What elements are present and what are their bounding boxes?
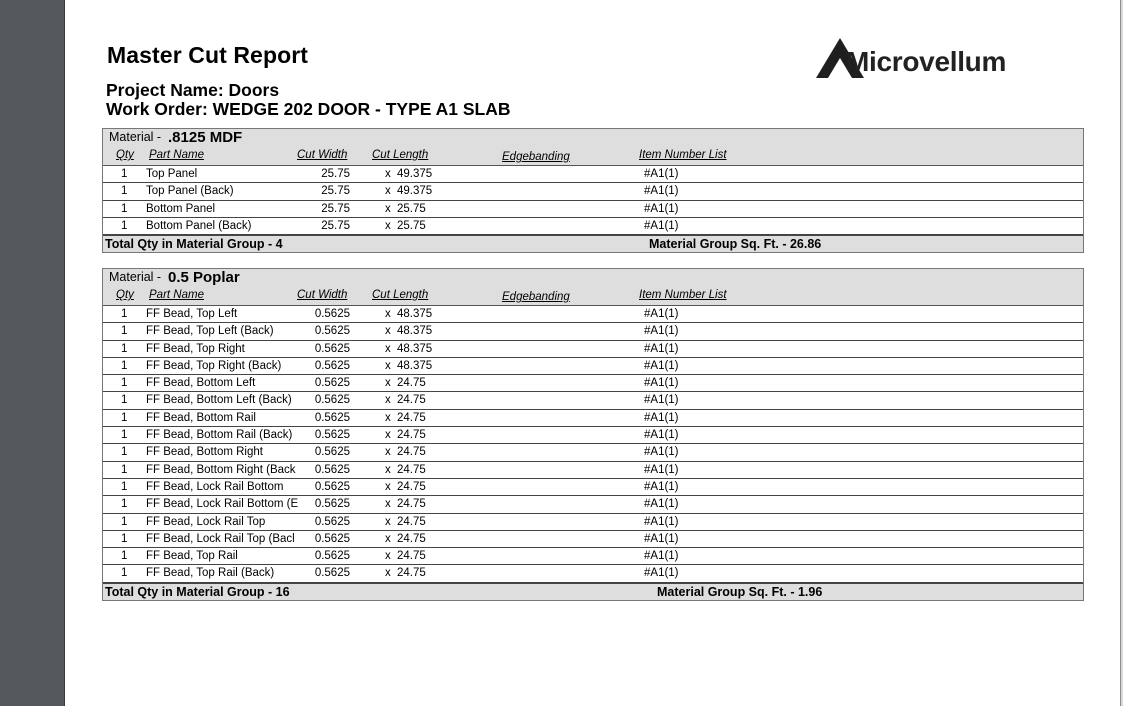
cell-qty: 1: [121, 359, 128, 372]
cell-item-number: #A1(1): [644, 567, 679, 580]
table-row: [103, 514, 1083, 531]
cell-times: x: [385, 185, 391, 198]
cell-cut-width: 25.75: [321, 219, 350, 232]
cell-times: x: [385, 515, 391, 528]
table-row: [103, 183, 1083, 200]
cell-qty: 1: [121, 308, 128, 320]
col-header-part-name: Part Name: [149, 149, 204, 161]
cell-cut-width: 25.75: [321, 202, 350, 215]
cell-item-number: #A1(1): [644, 463, 679, 476]
cell-item-number: #A1(1): [644, 446, 679, 459]
cell-cut-length: 48.375: [397, 359, 433, 372]
cell-cut-length: 24.75: [397, 394, 426, 407]
cell-item-number: #A1(1): [644, 394, 679, 407]
cell-qty: 1: [121, 515, 128, 528]
col-header-cut-length: Cut Length: [372, 289, 429, 301]
cell-cut-width: 0.5625: [314, 377, 350, 390]
cell-part-name: FF Bead, Bottom Left (Back): [146, 394, 292, 407]
cell-part-name: FF Bead, Bottom Left: [146, 377, 256, 390]
cell-part-name: FF Bead, Bottom Right (Back: [146, 463, 296, 476]
cell-cut-width: 0.5625: [314, 446, 350, 459]
table-row: [103, 358, 1083, 375]
project-name: Project Name: Doors: [106, 80, 280, 100]
col-header-edgebanding: Edgebanding: [502, 151, 570, 163]
cell-times: x: [385, 429, 391, 442]
cell-cut-width: 0.5625: [314, 411, 350, 424]
cell-item-number: #A1(1): [644, 325, 679, 338]
cell-cut-width: 0.5625: [314, 480, 350, 493]
cell-cut-width: 0.5625: [314, 567, 350, 580]
cell-cut-length: 25.75: [397, 202, 426, 215]
cell-qty: 1: [121, 498, 128, 511]
cell-cut-length: 24.75: [397, 463, 426, 476]
cell-times: x: [385, 308, 391, 320]
col-header-part-name: Part Name: [149, 289, 204, 301]
cell-part-name: FF Bead, Top Right (Back): [146, 359, 282, 372]
cell-cut-length: 24.75: [397, 567, 426, 580]
cell-part-name: FF Bead, Top Right: [146, 342, 245, 355]
cell-item-number: #A1(1): [644, 498, 679, 511]
cell-cut-width: 0.5625: [314, 429, 350, 442]
table-row: [103, 496, 1083, 513]
material-label: Material -: [109, 270, 162, 284]
cell-cut-length: 24.75: [397, 515, 426, 528]
cell-part-name: FF Bead, Lock Rail Top (Bacl: [146, 532, 295, 545]
cell-cut-width: 0.5625: [314, 308, 350, 320]
cell-times: x: [385, 567, 391, 580]
cell-qty: 1: [121, 377, 128, 390]
cell-item-number: #A1(1): [644, 185, 679, 198]
col-header-item-number-list: Item Number List: [639, 149, 727, 161]
cell-item-number: #A1(1): [644, 359, 679, 372]
cell-item-number: #A1(1): [644, 219, 679, 232]
table-row: [103, 341, 1083, 358]
cell-part-name: FF Bead, Top Left (Back): [146, 325, 274, 338]
table-row: [103, 548, 1083, 565]
cell-times: x: [385, 480, 391, 493]
cell-cut-length: 24.75: [397, 411, 426, 424]
cell-times: x: [385, 463, 391, 476]
table-row: [103, 479, 1083, 496]
material-name: 0.5 Poplar: [168, 269, 240, 286]
cell-item-number: #A1(1): [644, 480, 679, 493]
cell-part-name: Top Panel (Back): [146, 185, 234, 198]
cell-part-name: FF Bead, Top Rail (Back): [146, 567, 275, 580]
cell-item-number: #A1(1): [644, 429, 679, 442]
report-title: Master Cut Report: [107, 42, 309, 68]
cell-qty: 1: [121, 219, 128, 232]
cell-part-name: FF Bead, Lock Rail Bottom: [146, 480, 284, 493]
cell-cut-width: 0.5625: [314, 325, 350, 338]
cell-cut-width: 0.5625: [314, 359, 350, 372]
cell-item-number: #A1(1): [644, 377, 679, 390]
cell-part-name: Top Panel: [146, 168, 198, 180]
cell-cut-length: 48.375: [397, 342, 433, 355]
cell-cut-length: 24.75: [397, 480, 426, 493]
cell-part-name: Bottom Panel: [146, 202, 216, 215]
cell-qty: 1: [121, 550, 128, 563]
col-header-qty: Qty: [116, 149, 134, 161]
cell-part-name: FF Bead, Lock Rail Top: [146, 515, 266, 528]
cell-item-number: #A1(1): [644, 532, 679, 545]
cell-times: x: [385, 411, 391, 424]
cell-cut-length: 24.75: [397, 532, 426, 545]
cell-item-number: #A1(1): [644, 411, 679, 424]
cell-qty: 1: [121, 411, 128, 424]
cell-qty: 1: [121, 532, 128, 545]
cell-qty: 1: [121, 325, 128, 338]
material-group: [102, 268, 1084, 601]
material-group-footer: [103, 583, 1083, 600]
table-row: [103, 166, 1083, 183]
cell-cut-width: 0.5625: [314, 463, 350, 476]
cell-part-name: FF Bead, Lock Rail Bottom (E: [146, 498, 299, 511]
table-row: [103, 565, 1083, 582]
material-group-header: [103, 129, 1083, 166]
viewer-background: [0, 0, 64, 706]
cell-cut-width: 0.5625: [314, 515, 350, 528]
cell-part-name: FF Bead, Top Left: [146, 308, 238, 320]
table-row: [103, 323, 1083, 340]
cell-qty: 1: [121, 446, 128, 459]
material-label: Material -: [109, 130, 162, 144]
cell-item-number: #A1(1): [644, 202, 679, 215]
work-order: Work Order: WEDGE 202 DOOR - TYPE A1 SLAB: [106, 99, 511, 119]
table-row: [103, 306, 1083, 323]
material-group-footer: [103, 235, 1083, 252]
table-row: [103, 392, 1083, 409]
material-group: [102, 128, 1084, 253]
cell-cut-length: 24.75: [397, 429, 426, 442]
cell-item-number: #A1(1): [644, 342, 679, 355]
table-row: [103, 218, 1083, 235]
cell-qty: 1: [121, 463, 128, 476]
cell-part-name: FF Bead, Bottom Right: [146, 446, 263, 459]
cell-times: x: [385, 498, 391, 511]
cell-cut-width: 0.5625: [314, 550, 350, 563]
cell-cut-width: 0.5625: [314, 342, 350, 355]
material-group-header: [103, 269, 1083, 306]
cell-cut-length: 25.75: [397, 219, 426, 232]
cell-times: x: [385, 532, 391, 545]
cell-part-name: Bottom Panel (Back): [146, 219, 252, 232]
total-qty: Total Qty in Material Group - 16: [105, 584, 290, 599]
col-header-qty: Qty: [116, 289, 134, 301]
cell-times: x: [385, 202, 391, 215]
col-header-edgebanding: Edgebanding: [502, 291, 570, 303]
table-row: [103, 531, 1083, 548]
cell-qty: 1: [121, 480, 128, 493]
cell-cut-length: 48.375: [397, 325, 433, 338]
cell-item-number: #A1(1): [644, 550, 679, 563]
cell-times: x: [385, 325, 391, 338]
col-header-item-number-list: Item Number List: [639, 289, 727, 301]
cell-item-number: #A1(1): [644, 515, 679, 528]
cell-qty: 1: [121, 342, 128, 355]
cell-times: x: [385, 394, 391, 407]
cell-qty: 1: [121, 185, 128, 198]
cell-cut-width: 25.75: [321, 185, 350, 198]
cell-qty: 1: [121, 567, 128, 580]
cell-times: x: [385, 446, 391, 459]
cell-times: x: [385, 342, 391, 355]
cell-part-name: FF Bead, Bottom Rail: [146, 411, 256, 424]
cell-cut-length: 24.75: [397, 377, 426, 390]
cell-times: x: [385, 219, 391, 232]
cell-qty: 1: [121, 168, 128, 180]
cell-cut-length: 48.375: [397, 308, 433, 320]
cell-item-number: #A1(1): [644, 308, 679, 320]
col-header-cut-width: Cut Width: [297, 149, 348, 161]
cell-times: x: [385, 168, 391, 180]
cell-cut-width: 0.5625: [314, 498, 350, 511]
cell-cut-width: 0.5625: [314, 532, 350, 545]
cell-item-number: #A1(1): [644, 168, 679, 180]
table-row: [103, 201, 1083, 218]
cell-times: x: [385, 550, 391, 563]
cell-qty: 1: [121, 394, 128, 407]
logo-text: Microvellum: [846, 46, 1007, 77]
cell-qty: 1: [121, 202, 128, 215]
cell-part-name: FF Bead, Top Rail: [146, 550, 238, 563]
material-name: .8125 MDF: [168, 129, 243, 146]
cell-cut-length: 24.75: [397, 550, 426, 563]
cell-times: x: [385, 377, 391, 390]
table-row: [103, 462, 1083, 479]
material-sq-ft: Material Group Sq. Ft. - 26.86: [649, 237, 822, 252]
total-qty: Total Qty in Material Group - 4: [105, 237, 283, 252]
cell-cut-length: 49.375: [397, 168, 433, 180]
cell-cut-length: 49.375: [397, 185, 433, 198]
table-row: [103, 410, 1083, 427]
cell-cut-width: 25.75: [321, 168, 350, 180]
col-header-cut-width: Cut Width: [297, 289, 348, 301]
cell-qty: 1: [121, 429, 128, 442]
col-header-cut-length: Cut Length: [372, 149, 429, 161]
cell-cut-width: 0.5625: [314, 394, 350, 407]
cell-cut-length: 24.75: [397, 446, 426, 459]
cell-cut-length: 24.75: [397, 498, 426, 511]
cell-part-name: FF Bead, Bottom Rail (Back): [146, 429, 293, 442]
table-row: [103, 375, 1083, 392]
material-sq-ft: Material Group Sq. Ft. - 1.96: [657, 584, 823, 599]
table-row: [103, 427, 1083, 444]
cell-times: x: [385, 359, 391, 372]
table-row: [103, 444, 1083, 461]
